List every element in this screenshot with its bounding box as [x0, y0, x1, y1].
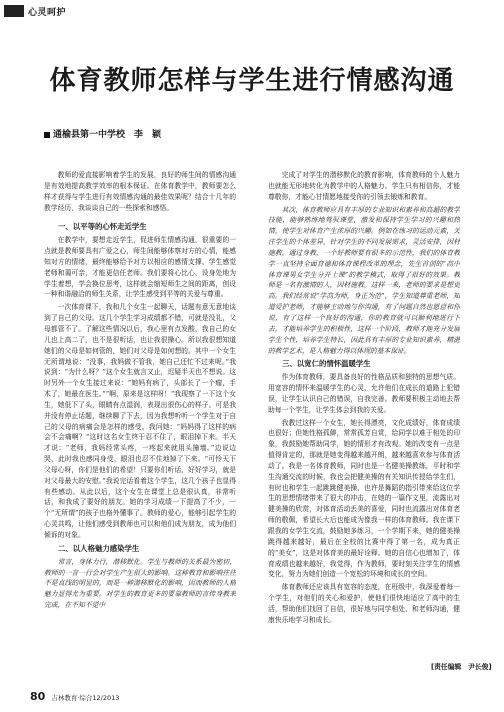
paragraph: 一次体育课下，我和几个女生一起聊天，话题有意无意地谈到了自己的父母。这几个学生学习成绩都不错，可就是没礼，父母都管不了。了解这些情况以后，我心里有点发酸，我自己的女儿也上高二了，也不是很听话，也让我很操心。所以我很想知道她们的父母是如何管的，她们对父母是如何想的。其中一个女生无所谓地说：“没事，我妈做不管我，她自己还忙不过来呢。”我说到：“为什么呀？”这个女生就言又止，迟疑半天也不想说。这时另外一个女生接过来说：“她妈有病了，头部长了一个瘤，手术了，她最在医生。”“啊，原来是这样呀！”我现察了一下这个女生，她低下了头，眼睛有点湿润，表现出很伤心的样子。可是我并没有停止话题，继续聊了下去，因为我想听听一个学生对于自己的父母的病痛会是怎样的感受。我问她：“妈妈得了这样的病会不会痛啊？”这时这名女生终于忍不住了，眼泪掉下来。半天才说：“老师，我妈经常头疼，一疼起来就用头撞墙。”边说边哭，此时我也感同身受，眼泪也忍不住地掉了下来。“可怜天下父母心呀，你们是他们的希望！只要你们听话，好好学习，就是对父母最大的安慰。”我说完话看着这个学生，这几个孩子也显得有些感动。从此以后，这个女生在课堂上总是很认真，非常听话，和我成了要好的朋友。她的学习成绩一下提高了不少，一个“无所谓”的孩子也格外懂事了。教师的爱心，能够引起学生的心灵共鸣，让他们感受到教师也可以和他们成为朋友，成为他们倾诉的对象。 — [44, 303, 236, 539]
paragraph: 体育教师还应该具有宽容的态度，在班级中，我深爱着每一个学生，对他们的关心和爱护，使他们很快地适应了高中的生活，帮助他们找回了自信，很好地与同学相处，和老师沟通，健康快乐地学习和成长。 — [268, 583, 460, 624]
byline-text: 通榆县第一中学校 李 颖 — [53, 130, 162, 140]
section-tag — [0, 4, 66, 18]
section-heading: 二、以人格魅力感染学生 — [58, 543, 140, 553]
square-bullet-icon — [44, 132, 50, 138]
paragraph: 在教学中，要想走近学生，促进师生情感沟通，很重要的一点就是教师要具有广爱之心，师生间能够体察对方的心情，能感知对方的情绪，最终能够给予对方以相应的感情支撑。学生感觉老师和蔼可亲，才能更信任老师。我们要将心比心，设身处地为学生着想，学会换位思考，这样就会缩短师生之间的距离，创设一种和谐融洽的师生关系，让学生感受到平等的关爱与尊重。 — [44, 236, 236, 299]
section-label: 心灵呵护 — [28, 7, 67, 18]
right-column — [268, 170, 460, 682]
editor-note: [责任编辑 尹长俊] — [431, 663, 492, 671]
page-footer — [30, 690, 119, 703]
paragraph: 作为体育教师，要具备良好的性格品质和独特的思想气质。用宽容的情怀来温暖学生的心灵，允许他们在成长的道路上犯错误，让学生认识自己的错误，自我完善。教师要积极主动地去帮助每一个学生，让学生体会到我的关爱。 — [268, 373, 460, 414]
paragraph: 我教过这样一个女生，她长得漂亮，文化成绩好，体育成绩也很好；但她性格孤僻，常常孤芳自赏，给同学以难于相处的印象，我鼓励她帮助同学，她的情形才有改观。她的改变有一点是值得肯定的，那就是她变得越来越开朗，越来越喜欢参与体育活动了。我是一名体育教师，同时也是一名健美操教练，平时和学生沟通交流的时候，我也会把健美操的有关知识传授给学生们，有时也和学生一起跳跳健美操，也许是舞蹈的指引带来给这位学生的思想情绪带来了很大的冲击，在她的一篇作文里，流露出对健美操的欣赏，对体育活动丢美的喜爱，同时也流露出对体育老师的敬佩，希望长大后也能成为像我一样的体育教师。我在课下跟我的女学生交流，鼓励她多练习，一个学期下来，她的健美操跳得越来越好，最后在全校的比赛中得了第一名，成为真正的“美女”，这是对体育美的最好诠释。她的自信心也增加了，体育成绩也越来越好，我觉得，作为教师，要时刻关注学生的情感变化，努力为她们创造一个宽松的环境和成长的空间。 — [268, 418, 460, 579]
section-heading: 一、以平等的心怀走近学生 — [58, 222, 147, 232]
article-title: 体育教师怎样与学生进行情感沟通 — [49, 66, 455, 96]
left-column — [44, 170, 236, 682]
byline — [44, 127, 161, 140]
page-number: 80 — [30, 690, 46, 703]
section-marker-icon — [4, 5, 24, 17]
section-heading: 三、以宽仁的情怀温暖学生 — [282, 359, 371, 369]
paragraph: 其次，体育教师应具有丰厚的专业知识和素养和高超的教学技能，能够熟练地驾驭课堂，激发和保持学生学习的兴趣和热情，使学生对体育产生浓厚的兴趣。例如在练习的运动元素，关注学生的个体差异，针对学生的不同发展需求，灵活安排，因材施教。通过身教，一个好教师要有很多的示范性，我们的体育教学一直坚持全面育德和体育课程改革的理念，先生首创的“高中体育课男女学生分开上课”的教学模式，取得了很好的效果。教师是一名有激情的人，因材施教。这样一来，老师的要求是想更高。我们经常说“学高为师，身正为范”，学生知道尊重老师，知道爱护老师，才能够主动地与你沟通，有了问题自然也愿意和你说，有了这样一个良好的沟通，你的教育就可以顺利地进行下去，才能培养学生的积极性，这样一个阶段，教师才能充分发展学生个性，培养学生特长，因此具有丰厚的专业知识素养，精湛的教学艺术，是人格魅力得以体现的基本保证。 — [268, 205, 460, 355]
journal-issue: 吉林教育·综合12/2013 — [51, 694, 120, 702]
paragraph: 教师的爱直接影响着学生的发展，良好的师生间的情感沟通是有效地提高教学效率的根本保证。在体育教学中，教师要怎么样才获得与学生进行有效情感沟通的最佳效果呢？结合十几年的教学经历，我谈谈自己的一些探索和感悟。 — [44, 171, 236, 212]
paragraph: 常言，身体力行，潜移默化。学生与教师的关系最为密切，教师的一言一行会对学生产生很大的影响。这种教育和影响往往不是直线的明显的，而是一种潜移默化的影响，因而教师的人格魅力显得尤为重要。对学生的教育更多的要靠教师的言传身教来完成，在不知不觉中 — [44, 557, 236, 610]
paragraph: 完成了对学生的潜移默化的教育影响，体育教师的个人魅力也就能无形地转化为教学中的人格魅力。学生只有相信你，才能尊敬你，才能心甘情愿地接受你的引领去锻炼和教育。 — [268, 171, 460, 201]
